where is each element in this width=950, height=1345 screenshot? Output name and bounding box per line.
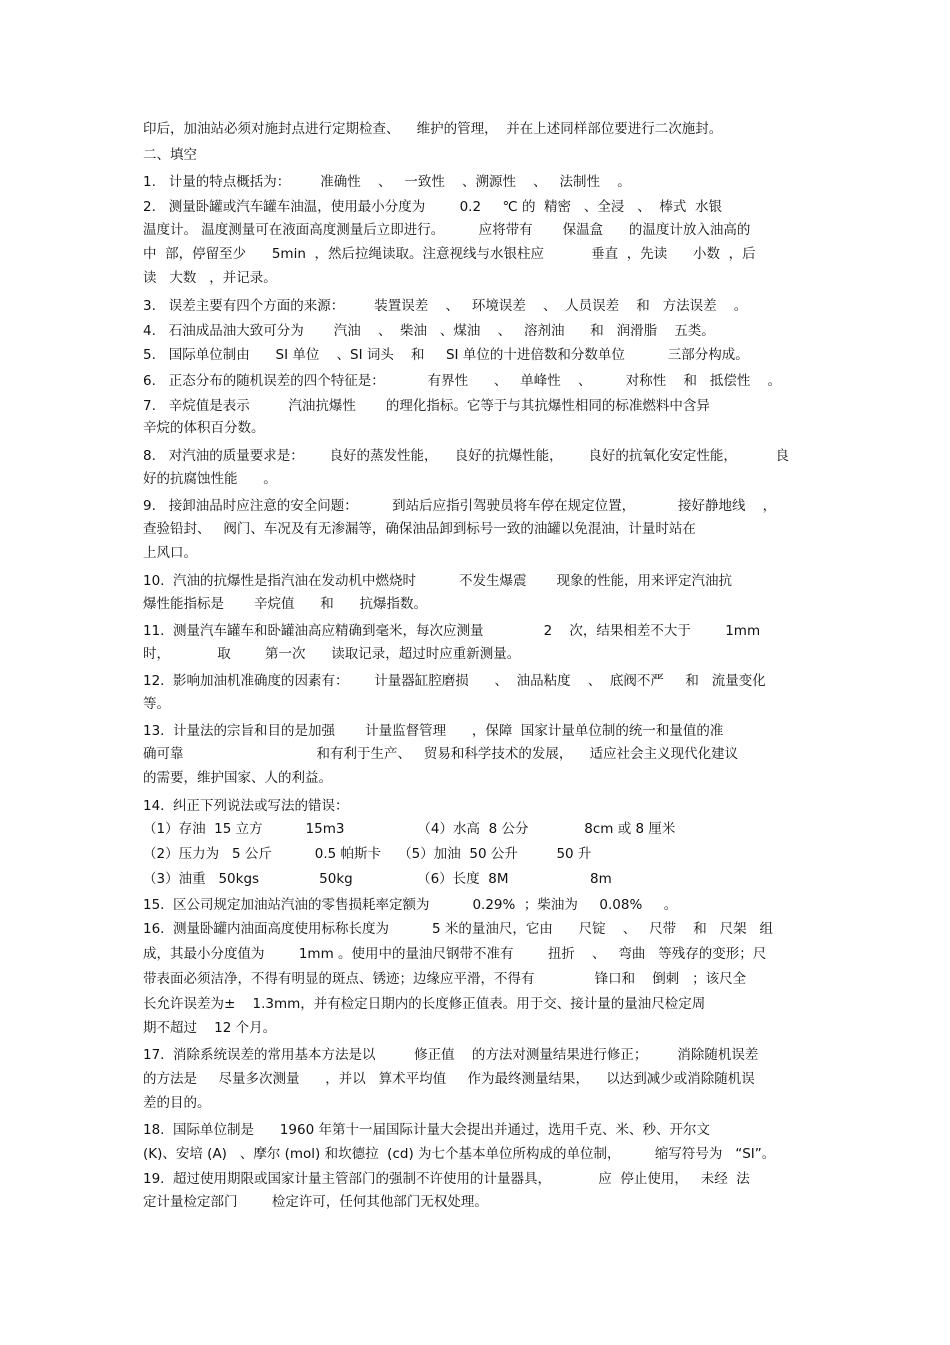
paragraph-line: 8. 对汽油的质量要求是： 良好的蒸发性能， 良好的抗爆性能， 良好的抗氧化安定性能， 良 bbox=[143, 448, 790, 464]
paragraph-line: 12. 影响加油机准确度的因素有： 计量器缸腔磨损 、 油品粘度 、 底阀不严 和 流量变化 bbox=[143, 673, 766, 689]
paragraph-line: 4. 石油成品油大致可分为 汽油 、 柴油 、煤油 、 溶剂油 和 润滑脂 五类。 bbox=[143, 323, 715, 339]
paragraph-line: （2）压力为 5 公斤 0.5 帕斯卡 （5）加油 50 公升 50 升 bbox=[143, 846, 592, 862]
paragraph-line: 6. 正态分布的随机误差的四个特征是： 有界性 、 单峰性 、 对称性 和 抵偿性 。 bbox=[143, 373, 781, 389]
paragraph-line: 17. 消除系统误差的常用基本方法是以 修正值 的方法对测量结果进行修正； 消除随机误差 bbox=[143, 1047, 759, 1063]
paragraph-line: 9. 接卸油品时应注意的安全问题： 到站后应指引驾驶员将车停在规定位置， 接好静地线 ， bbox=[143, 498, 777, 514]
paragraph-line: 18. 国际单位制是 1960 年第十一届国际计量大会提出并通过，选用千克、米、秒、开尔文 bbox=[143, 1122, 710, 1138]
paragraph-line: 的方法是 尽量多次测量 ，并以 算术平均值 作为最终测量结果， 以达到减少或消除随机误 bbox=[143, 1071, 755, 1087]
section-heading: 二、填空 bbox=[143, 147, 197, 163]
paragraph-line: 2. 测量卧罐或汽车罐车油温，使用最小分度为 0.2 ℃ 的 精密 、全浸 、 棒式 水银 bbox=[143, 199, 722, 215]
paragraph-line: 爆性能指标是 辛烷值 和 抗爆指数。 bbox=[143, 596, 428, 612]
paragraph-line: 读 大数 ，并记录。 bbox=[143, 270, 277, 286]
paragraph-line: 成，其最小分度值为 1mm 。使用中的量油尺钢带不准有 扭折 、 弯曲 等残存的变形；尺 bbox=[143, 946, 767, 962]
paragraph-line: 13. 计量法的宗旨和目的是加强 计量监督管理 ，保障 国家计量单位制的统一和量值的准 bbox=[143, 723, 724, 739]
paragraph-line: 上风口。 bbox=[143, 545, 197, 561]
paragraph-line: 期不超过 12 个月。 bbox=[143, 1020, 277, 1036]
paragraph-line: 温度计。 温度测量可在液面高度测量后立即进行。 应将带有 保温盒 的温度计放入油高的 bbox=[143, 222, 751, 238]
paragraph-line: 11. 测量汽车罐车和卧罐油高应精确到毫米，每次应测量 2 次，结果相差不大于 1mm bbox=[143, 623, 761, 639]
paragraph-line: 定计量检定部门 检定许可，任何其他部门无权处理。 bbox=[143, 1194, 488, 1210]
paragraph-line: （3）油重 50kgs 50kg （6）长度 8M 8m bbox=[143, 871, 612, 887]
paragraph-line: 16. 测量卧罐内油面高度使用标称长度为 5 米的量油尺，它由 尺锭 、 尺带 和 尺架 组 bbox=[143, 921, 774, 937]
paragraph-line: 1. 计量的特点概括为： 准确性 、 一致性 、溯源性 、 法制性 。 bbox=[143, 174, 631, 190]
paragraph-line: （1）存油 15 立方 15m3 （4）水高 8 公分 8cm 或 8 厘米 bbox=[143, 821, 676, 837]
paragraph-line: 查验铅封、 阀门、车况及有无渗漏等，确保油品卸到标号一致的油罐以免混油，计量时站在 bbox=[143, 521, 696, 537]
paragraph-line: 辛烷的体积百分数。 bbox=[143, 420, 265, 436]
paragraph-line: 10. 汽油的抗爆性是指汽油在发动机中燃烧时 不发生爆震 现象的性能，用来评定汽油抗 bbox=[143, 573, 733, 589]
paragraph-line: 中 部，停留至少 5min ，然后拉绳读取。注意视线与水银柱应 垂直 ，先读 小数 ，后 bbox=[143, 246, 756, 262]
paragraph-line: 3. 误差主要有四个方面的来源： 装置误差 、 环境误差 、 人员误差 和 方法误差 。 bbox=[143, 298, 748, 314]
paragraph-line: 长允许误差为± 1.3mm，并有检定日期内的长度修正值表。用于交、接计量的量油尺检定周 bbox=[143, 996, 706, 1012]
paragraph-line: (K)、安培 (A) 、摩尔 (mol) 和坎德拉 (cd) 为七个基本单位所构成的单位制， 缩写符号为 “SI”。 bbox=[143, 1146, 776, 1162]
paragraph-line: 19. 超过使用期限或国家计量主管部门的强制不许使用的计量器具， 应 停止使用， 未经 法 bbox=[143, 1171, 750, 1187]
paragraph-line: 确可靠 和有利于生产、 贸易和科学技术的发展， 适应社会主义现代化建议 bbox=[143, 746, 739, 762]
paragraph-line: 带表面必须洁净，不得有明显的斑点、锈迹；边缘应平滑，不得有 锋口和 倒刺 ；该尺全 bbox=[143, 971, 747, 987]
paragraph-line: 15. 区公司规定加油站汽油的零售损耗率定额为 0.29% ；柴油为 0.08% 。 bbox=[143, 897, 678, 913]
paragraph-line: 的需要，维护国家、人的利益。 bbox=[143, 770, 332, 786]
paragraph-line: 印后，加油站必须对施封点进行定期检查、 维护的管理， 并在上述同样部位要进行二次施封。 bbox=[143, 121, 723, 137]
paragraph-line: 14. 纠正下列说法或写法的错误： bbox=[143, 798, 349, 814]
paragraph-line: 等。 bbox=[143, 696, 170, 712]
paragraph-line: 5. 国际单位制由 SI 单位 、SI 词头 和 SI 单位的十进倍数和分数单位 三部分构成。 bbox=[143, 347, 749, 363]
paragraph-line: 差的目的。 bbox=[143, 1095, 211, 1111]
paragraph-line: 7. 辛烷值是表示 汽油抗爆性 的理化指标。它等于与其抗爆性相同的标准燃料中含异 bbox=[143, 398, 710, 414]
paragraph-line: 好的抗腐蚀性能 。 bbox=[143, 471, 277, 487]
paragraph-line: 时， 取 第一次 读取记录，超过时应重新测量。 bbox=[143, 646, 521, 662]
